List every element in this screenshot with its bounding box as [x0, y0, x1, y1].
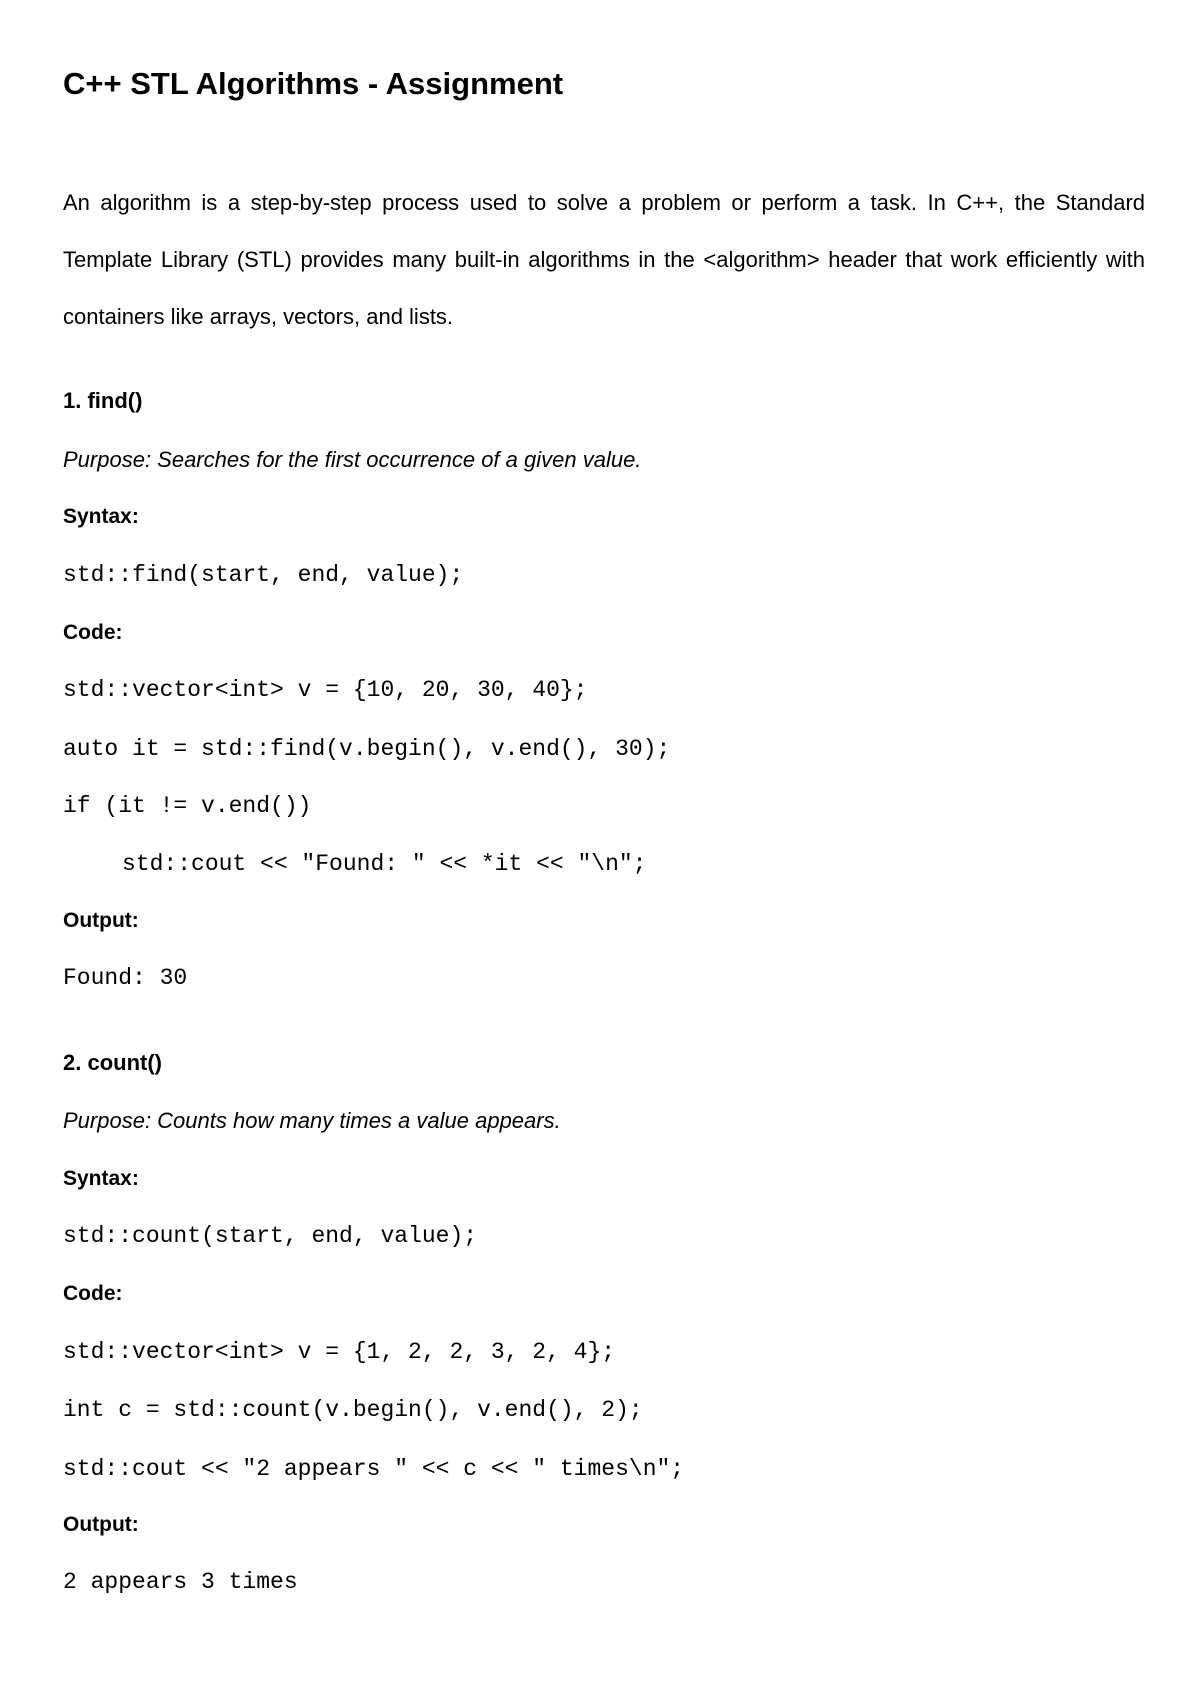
syntax-code: std::count(start, end, value); [63, 1223, 478, 1249]
syntax-label: Syntax: [63, 505, 139, 528]
output-label: Output: [63, 909, 139, 932]
intro-paragraph: An algorithm is a step-by-step process used to solve a problem or perform a task. In C++, the Standard Template Library (STL) provides many built-in algorithms in the <algorithm> header that work efficiently with containers like arrays, vectors, and lists. [63, 190, 1145, 329]
output-text: Found: 30 [63, 965, 188, 991]
code-line: std::vector<int> v = {10, 20, 30, 40}; [63, 677, 588, 703]
code-label: Code: [63, 1282, 123, 1305]
page-title: C++ STL Algorithms - Assignment [63, 66, 564, 101]
code-line: std::cout << "Found: " << *it << "\n"; [122, 851, 647, 877]
syntax-label: Syntax: [63, 1167, 139, 1190]
code-line: std::cout << "2 appears " << c << " times\n"; [63, 1456, 685, 1482]
section-heading: 1. find() [63, 388, 143, 413]
syntax-code: std::find(start, end, value); [63, 562, 464, 588]
purpose-text: Purpose: Counts how many times a value appears. [63, 1108, 561, 1133]
output-label: Output: [63, 1513, 139, 1536]
section-heading: 2. count() [63, 1050, 162, 1075]
purpose-text: Purpose: Searches for the first occurrence of a given value. [63, 447, 642, 472]
code-line: if (it != v.end()) [63, 793, 312, 819]
code-line: int c = std::count(v.begin(), v.end(), 2); [63, 1397, 643, 1423]
code-line: std::vector<int> v = {1, 2, 2, 3, 2, 4}; [63, 1339, 616, 1365]
output-text: 2 appears 3 times [63, 1569, 298, 1595]
code-label: Code: [63, 621, 123, 644]
code-line: auto it = std::find(v.begin(), v.end(), 30); [63, 736, 671, 762]
